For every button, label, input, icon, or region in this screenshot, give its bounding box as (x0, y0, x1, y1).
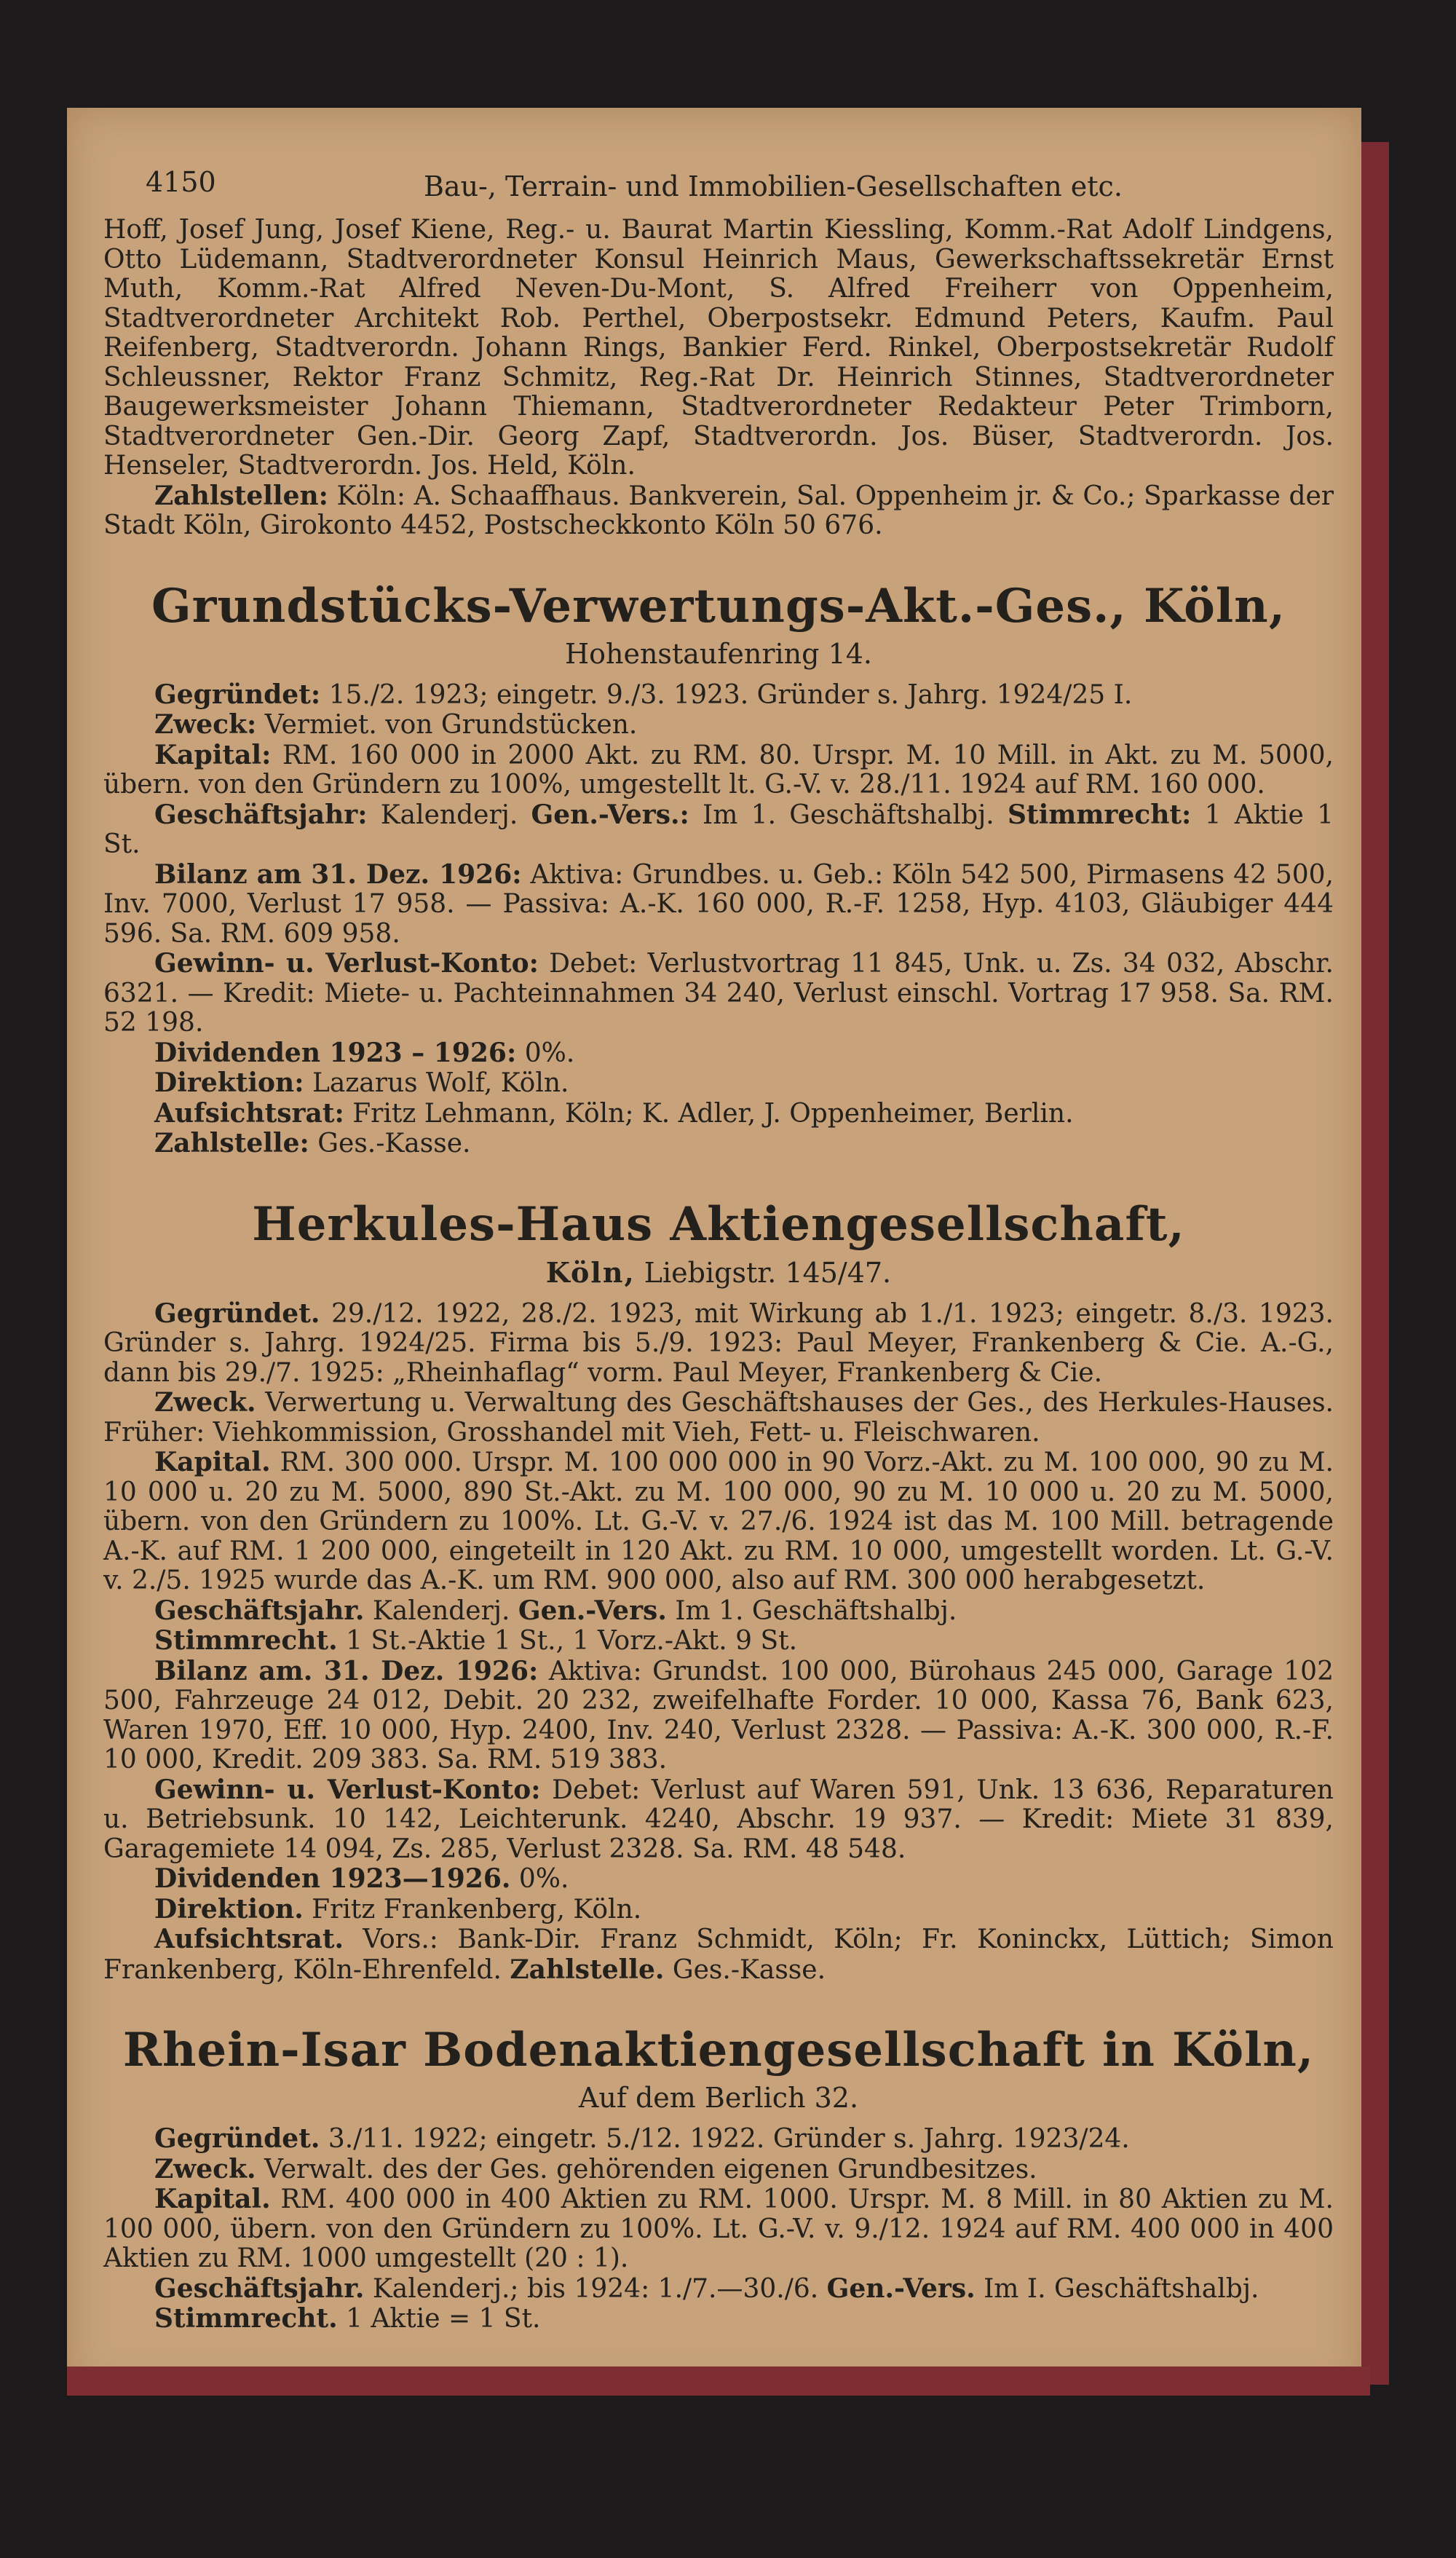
entry-text: Verwalt. des der Ges. gehörenden eigenen Grundbesitzes. (256, 2154, 1037, 2184)
entry-label-genvers: Gen.-Vers. (826, 2273, 976, 2304)
page-content (103, 166, 1334, 2334)
entry-label: Geschäftsjahr. (154, 1595, 365, 1626)
intro-paragraph: Hoff, Josef Jung, Josef Kiene, Reg.- u. Baurat Martin Kiessling, Komm.-Rat Adolf Lindgens, Otto Lüdemann, Stadtverordneter Konsul Heinrich Maus, Gewerkschaftssekretär Ernst Muth, Komm.-Rat Alfred Neven-Du-Mont, S. Alfred Freiherr von Oppenheim, Stadtverordneter Architekt Rob. Perthel, Oberpostsekr. Edmund Peters, Kaufm. Paul Reifenberg, Stadtverordn. Johann Rings, Bankier Ferd. Rinkel, Oberpostsekretär Rudolf Schleussner, Rektor Franz Schmitz, Reg.-Rat Dr. Heinrich Stinnes, Stadtverordneter Baugewerksmeister Johann Thiemann, Stadtverordneter Redakteur Peter Trimborn, Stadtverordneter Gen.-Dir. Georg Zapf, Stadtverordn. Jos. Büser, Stadtverordn. Jos. Henseler, Stadtverordn. Jos. Held, Köln. (103, 215, 1334, 481)
entry-text: Debet: Verlustvortrag 11 845, Unk. u. Zs. 34 032, Abschr. 6321. — Kredit: Miete- u. Pachteinnahmen 34 240, Verlust einschl. Vortrag 17 958. Sa. RM. 52 198. (103, 949, 1334, 1038)
entry-text-genvers: Im I. Geschäftshalbj. (975, 2273, 1259, 2304)
page-header (103, 166, 1334, 202)
company-section-herkules (103, 1197, 1334, 1986)
entry-label: Zweck. (154, 2153, 256, 2184)
entry-dividenden (103, 1038, 1334, 1069)
entry-label-genvers: Gen.-Vers. (518, 1595, 667, 1626)
entry-stimmrecht (103, 1626, 1334, 1657)
entry-zweck (103, 2155, 1334, 2185)
entry-label-stimmrecht: Stimmrecht: (1007, 799, 1192, 830)
company-section-grundstuecks (103, 579, 1334, 1159)
entry-label: Bilanz am. 31. Dez. 1926: (154, 1655, 539, 1686)
company-title: Grundstücks-Verwertungs-Akt.-Ges., Köln, (151, 578, 1286, 633)
entry-gegruendet (103, 2124, 1334, 2155)
entry-label: Kapital: (154, 739, 272, 770)
entry-text: Köln: A. Schaaffhaus. Bankverein, Sal. Oppenheim jr. & Co.; Sparkasse der Stadt Köln, Girokonto 4452, Postscheckkonto Köln 50 676. (103, 481, 1334, 540)
entry-direktion (103, 1895, 1334, 1925)
entry-text: RM. 400 000 in 400 Aktien zu RM. 1000. Urspr. M. 8 Mill. in 80 Aktien zu M. 100 000, übern. von den Gründern zu 100%. Lt. G.-V. v. 9./12. 1924 auf RM. 400 000 in 400 Aktien zu RM. 1000 umgestellt (20 : 1). (103, 2184, 1334, 2273)
entry-text-genvers: Im 1. Geschäftshalbj. (666, 1595, 957, 1626)
entry-label: Zahlstelle: (154, 1128, 309, 1158)
entry-gegruendet (103, 1299, 1334, 1389)
entry-label: Gegründet. (154, 2123, 320, 2154)
entry-text: Kalenderj.; bis 1924: 1./7.—30./6. (364, 2273, 827, 2304)
entry-gegruendet (103, 680, 1334, 711)
entry-label: Bilanz am 31. Dez. 1926: (154, 858, 522, 890)
entry-label: Dividenden 1923—1926. (154, 1863, 511, 1894)
entry-label: Stimmrecht. (154, 2303, 338, 2334)
entry-text: Lazarus Wolf, Köln. (304, 1068, 569, 1098)
entry-geschaeftsjahr (103, 800, 1334, 860)
entry-text: Vors.: Bank-Dir. Franz Schmidt, Köln; Fr. Koninckx, Lüttich; Simon Frankenberg, Köln-Ehrenfeld. (103, 1925, 1334, 1985)
company-title: Rhein-Isar Bodenaktiengesellschaft in Köln, (122, 2023, 1315, 2077)
entry-label-zahlstelle: Zahlstelle. (510, 1954, 665, 1985)
page-number: 4150 (146, 166, 216, 198)
entry-text: RM. 300 000. Urspr. M. 100 000 000 in 90 Vorz.-Akt. zu M. 100 000, 90 zu M. 10 000 u. 20 zu M. 5000, 890 St.-Akt. zu M. 100 000, 90 zu M. 10 000 u. 20 zu M. 5000, übern. von den Gründern zu 100%. Lt. G.-V. v. 27./6. 1924 ist das M. 100 Mill. betragende A.-K. auf RM. 1 200 000, eingeteilt in 120 Akt. zu RM. 10 000, umgestellt worden. Lt. G.-V. v. 2./5. 1925 wurde das A.-K. um RM. 900 000, also auf RM. 300 000 herabgesetzt. (103, 1448, 1334, 1595)
book-page-bottom-edge (67, 2366, 1370, 2396)
company-address: Auf dem Berlich 32. (578, 2082, 859, 2114)
company-address-line (103, 1256, 1334, 1289)
entry-dividenden (103, 1864, 1334, 1895)
entry-label: Geschäftsjahr: (154, 799, 368, 830)
entry-label-genvers: Gen.-Vers.: (531, 799, 689, 830)
entry-aufsichtsrat (103, 1925, 1334, 1985)
entry-stimmrecht (103, 2304, 1334, 2334)
entry-bilanz (103, 1657, 1334, 1775)
entry-text: Aktiva: Grundst. 100 000, Bürohaus 245 000, Garage 102 500, Fahrzeuge 24 012, Debit. 20 232, zweifelhafte Forder. 10 000, Kassa 76, Bank 623, Waren 1970, Eff. 10 000, Hyp. 2400, Inv. 240, Verlust 2328. — Passiva: A.-K. 300 000, R.-F. 10 000, Kredit. 209 383. Sa. RM. 519 383. (103, 1656, 1334, 1775)
entry-label: Aufsichtsrat. (154, 1924, 344, 1954)
company-address: Liebigstr. 145/47. (635, 1256, 892, 1289)
company-section-rhein-isar (103, 2023, 1334, 2334)
entry-kapital (103, 1448, 1334, 1596)
entry-label: Gegründet: (154, 679, 321, 710)
entry-text: Fritz Frankenberg, Köln. (303, 1894, 642, 1925)
entry-label: Gewinn- u. Verlust-Konto: (154, 948, 539, 979)
entry-text: 0%. (510, 1864, 569, 1894)
entry-label: Direktion: (154, 1067, 304, 1098)
entry-zweck (103, 1388, 1334, 1448)
company-city: Köln, (545, 1255, 636, 1289)
entry-label: Kapital. (154, 1447, 271, 1477)
entry-zahlstelle (103, 1129, 1334, 1159)
entry-bilanz (103, 860, 1334, 950)
entry-kapital (103, 741, 1334, 800)
entry-label: Zahlstellen: (154, 480, 328, 511)
entry-text: Verwertung u. Verwaltung des Geschäftshauses der Ges., des Herkules-Hauses. Früher: Viehkommission, Grosshandel mit Vieh, Fett- u. Fleischwaren. (103, 1388, 1334, 1448)
entry-geschaeftsjahr (103, 2274, 1334, 2305)
entry-label: Gewinn- u. Verlust-Konto: (154, 1774, 541, 1805)
entry-label: Dividenden 1923 – 1926: (154, 1037, 517, 1068)
entry-text: 15./2. 1923; eingetr. 9./3. 1923. Gründer s. Jahrg. 1924/25 I. (320, 679, 1133, 710)
entry-text: 0%. (516, 1038, 575, 1068)
entry-gewinn-verlust (103, 1775, 1334, 1865)
entry-text: 1 St.-Aktie 1 St., 1 Vorz.-Akt. 9 St. (337, 1626, 798, 1656)
entry-geschaeftsjahr (103, 1596, 1334, 1627)
entry-label: Direktion. (154, 1893, 304, 1925)
entry-text: 3./11. 1922; eingetr. 5./12. 1922. Gründer s. Jahrg. 1923/24. (320, 2124, 1130, 2154)
entry-text: 1 Aktie = 1 St. (337, 2304, 541, 2334)
entry-gewinn-verlust (103, 949, 1334, 1038)
company-title: Herkules-Haus Aktiengesellschaft, (252, 1196, 1185, 1252)
entry-text-stimmrecht: 1 Aktie 1 St. (103, 800, 1334, 859)
entry-text: Ges.-Kasse. (309, 1129, 471, 1158)
entry-label: Geschäftsjahr. (154, 2273, 365, 2304)
entry-label: Kapital. (154, 2184, 271, 2214)
entry-text: Debet: Verlust auf Waren 591, Unk. 13 636, Reparaturen u. Betriebsunk. 10 142, Leichterunk. 4240, Abschr. 19 937. — Kredit: Miete 31 839, Garagemiete 14 094, Zs. 285, Verlust 2328. Sa. RM. 48 548. (103, 1775, 1334, 1864)
entry-text: Fritz Lehmann, Köln; K. Adler, J. Oppenheimer, Berlin. (344, 1098, 1074, 1129)
entry-aufsichtsrat (103, 1099, 1334, 1129)
entry-label: Zweck: (154, 709, 257, 740)
entry-kapital (103, 2184, 1334, 2274)
company-address: Hohenstaufenring 14. (564, 637, 872, 670)
entry-text: Kalenderj. (367, 800, 531, 830)
entry-text-zahlstelle: Ges.-Kasse. (664, 1954, 826, 1985)
entry-label: Gegründet. (154, 1298, 320, 1329)
entry-label: Zweck. (154, 1387, 256, 1418)
entry-text: RM. 160 000 in 2000 Akt. zu RM. 80. Urspr. M. 10 Mill. in Akt. zu M. 5000, übern. von den Gründern zu 100%, umgestellt lt. G.-V. v. 28./11. 1924 auf RM. 160 000. (103, 740, 1334, 800)
entry-label: Stimmrecht. (154, 1625, 338, 1656)
entry-text: Aktiva: Grundbes. u. Geb.: Köln 542 500, Pirmasens 42 500, Inv. 7000, Verlust 17 958. — Passiva: A.-K. 160 000, R.-F. 1258, Hyp. 4103, Gläubiger 444 596. Sa. RM. 609 958. (103, 859, 1334, 949)
entry-label: Aufsichtsrat: (154, 1097, 344, 1129)
book-page (67, 108, 1361, 2394)
entry-zweck (103, 710, 1334, 741)
entry-direktion (103, 1068, 1334, 1099)
entry-text: Kalenderj. (364, 1595, 518, 1626)
entry-text: Vermiet. von Grundstücken. (256, 710, 638, 740)
entry-text: 29./12. 1922, 28./2. 1923, mit Wirkung ab 1./1. 1923; eingetr. 8./3. 1923. Gründer s. Jahrg. 1924/25. Firma bis 5./9. 1923: Paul Meyer, Frankenberg & Cie. A.-G., dann bis 29./7. 1925: „Rheinhaflag“ vorm. Paul Meyer, Frankenberg & Cie. (103, 1298, 1334, 1388)
intro-zahlstellen (103, 481, 1334, 541)
entry-text-genvers: Im 1. Geschäftshalbj. (689, 800, 1008, 830)
running-head: Bau-, Terrain- und Immobilien-Gesellschaften etc. (424, 170, 1123, 202)
